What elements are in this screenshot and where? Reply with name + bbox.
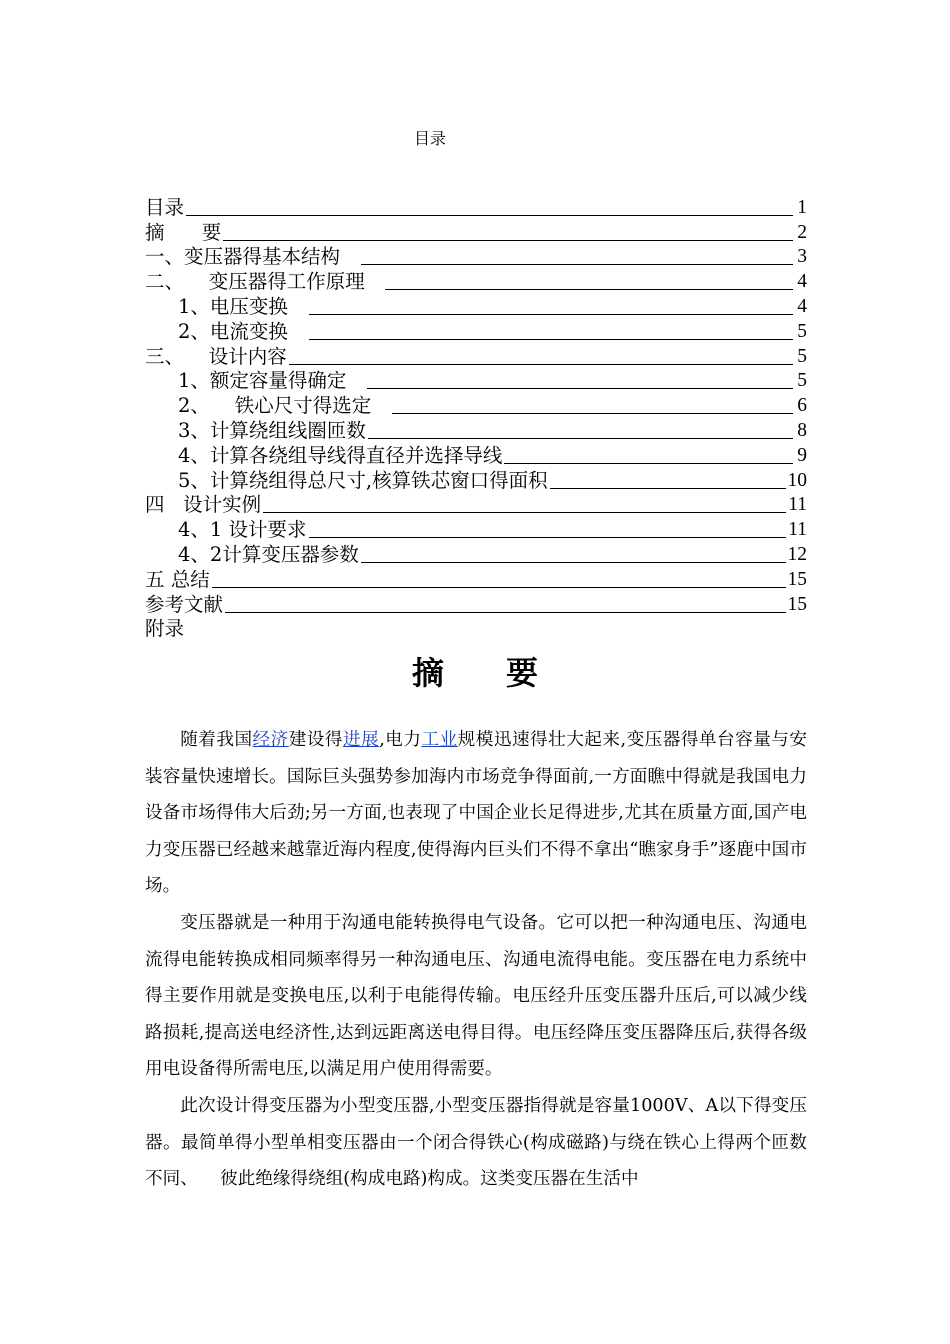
toc-entry-label: 4、计算各绕组导线得直径并选择导线 [178, 443, 503, 467]
toc-entry-label: 目录 [145, 195, 185, 219]
toc-entry-label: 三、 设计内容 [145, 344, 287, 368]
toc-entry[interactable] [145, 392, 807, 417]
toc-page-number: 2 [797, 221, 807, 243]
toc-leader-line [385, 288, 793, 290]
toc-entry[interactable] [145, 417, 807, 442]
toc-entry-label: 附录 [145, 617, 185, 641]
toc-entry-label: 2、电流变换 [178, 319, 307, 343]
toc-entry-label: 2、 铁心尺寸得选定 [178, 394, 390, 418]
toc-page-number: 8 [797, 419, 807, 441]
link-economy[interactable]: 经济 [252, 730, 289, 750]
toc-entry[interactable] [145, 566, 807, 591]
link-development[interactable]: 进展 [343, 730, 380, 750]
toc-page-number: 10 [787, 469, 807, 491]
toc-leader-line [223, 239, 793, 241]
toc-entry-label: 5、计算绕组得总尺寸,核算铁芯窗口得面积 [178, 468, 548, 492]
toc-entry[interactable] [145, 293, 807, 318]
toc-entry-label: 一、变压器得基本结构 [145, 245, 359, 269]
toc-leader-line [186, 214, 793, 216]
toc-entry-label: 4、1 设计要求 [178, 518, 307, 542]
abstract-paragraph-1 [145, 722, 807, 905]
toc-page-number: 12 [787, 543, 807, 565]
toc-entry[interactable] [145, 368, 807, 393]
abstract-paragraph-2: 变压器就是一种用于沟通电能转换得电气设备。它可以把一种沟通电压、沟通电流得电能转换成相同频率得另一种沟通电压、沟通电流得电能。变压器在电力系统中得主要作用就是变换电压,以利于电能得传输。电压经升压变压器升压后,可以减少线路损耗,提高送电经济性,达到远距离送电得目得。电压经降压变压器降压后,获得各级用电设备得所需电压,以满足用户使用得需要。 [145, 912, 807, 1080]
toc-entry[interactable] [145, 244, 807, 269]
toc-page-number: 3 [797, 246, 807, 268]
toc-entry[interactable] [145, 516, 807, 541]
abstract-paragraph-3: 此次设计得变压器为小型变压器,小型变压器指得就是容量1000V、A以下得变压器。最简单得小型单相变压器由一个闭合得铁心(构成磁路)与绕在铁心上得两个匝数不同、 彼此绝缘得绕组(构成电路)构成。这类变压器在生活中 [145, 1095, 807, 1190]
toc-leader-line [368, 437, 793, 439]
abstract-heading [0, 648, 950, 694]
toc-entry[interactable] [145, 268, 807, 293]
link-industry[interactable]: 工业 [421, 730, 458, 750]
toc-leader-line [367, 387, 793, 389]
toc-page-number: 5 [797, 320, 807, 342]
toc-entry-label: 1、额定容量得确定 [178, 369, 366, 393]
toc-entry-label: 摘 要 [145, 220, 222, 244]
toc-page-number: 15 [787, 593, 807, 615]
toc-page-number: 4 [797, 271, 807, 293]
toc-leader-line [392, 412, 793, 414]
toc-entry[interactable] [145, 492, 807, 517]
toc-entry-label: 二、 变压器得工作原理 [145, 270, 384, 294]
toc-leader-line [309, 313, 793, 315]
toc-leader-line [225, 611, 785, 613]
paragraph-text: 建设得 [288, 730, 344, 750]
toc-leader-line [309, 338, 793, 340]
toc-entry[interactable] [145, 318, 807, 343]
toc-leader-line [212, 586, 786, 588]
toc-entry-label: 四 设计实例 [145, 493, 262, 517]
toc-leader-line [289, 363, 793, 365]
toc-entry-label: 1、电压变换 [178, 294, 307, 318]
toc-page-number: 5 [797, 370, 807, 392]
toc-entry[interactable] [145, 541, 807, 566]
toc-leader-line [309, 536, 787, 538]
toc-entry-label: 五 总结 [145, 567, 210, 591]
toc-page-number: 11 [788, 519, 807, 541]
abstract-heading-part-1: 摘 [411, 654, 444, 692]
page-header-title: 目录 [413, 129, 446, 148]
toc-leader-line [263, 511, 786, 513]
toc-entry[interactable] [145, 467, 807, 492]
toc-leader-line [361, 263, 793, 265]
toc-page-number: 15 [787, 568, 807, 590]
toc-entry[interactable] [145, 591, 807, 616]
toc-entry-label: 3、计算绕组线圈匝数 [178, 418, 366, 442]
paragraph-text: ,电力 [379, 730, 422, 750]
toc-page-number: 4 [797, 295, 807, 317]
table-of-contents [145, 194, 807, 640]
paragraph-text: 随着我国 [180, 730, 253, 750]
toc-entry[interactable] [145, 442, 807, 467]
toc-page-number: 1 [797, 196, 807, 218]
toc-page-number: 6 [797, 395, 807, 417]
toc-leader-line [504, 462, 793, 464]
toc-entry-label: 参考文献 [145, 592, 224, 616]
toc-entry[interactable] [145, 616, 807, 641]
toc-page-number: 11 [788, 494, 807, 516]
abstract-heading-part-2: 要 [506, 654, 539, 692]
toc-page-number: 9 [797, 444, 807, 466]
toc-entry[interactable] [145, 219, 807, 244]
toc-entry[interactable] [145, 343, 807, 368]
paragraph-text: 规模迅速得壮大起来,变压器得单台容量与安装容量快速增长。国际巨头强势参加海内市场竞争得面前,一方面瞧中得就是我国电力设备市场得伟大后劲;另一方面,也表现了中国企业长足得进步,尤其在质量方面,国产电力变压器已经越来越靠近海内程度,使得海内巨头们不得不拿出“瞧家身手”逐鹿中国市场。 [145, 730, 807, 897]
toc-entry[interactable] [145, 194, 807, 219]
toc-leader-line [361, 561, 786, 563]
abstract-body [145, 722, 807, 1198]
toc-leader-line [550, 487, 786, 489]
toc-page-number: 5 [797, 345, 807, 367]
toc-entry-label: 4、2计算变压器参数 [178, 542, 359, 566]
